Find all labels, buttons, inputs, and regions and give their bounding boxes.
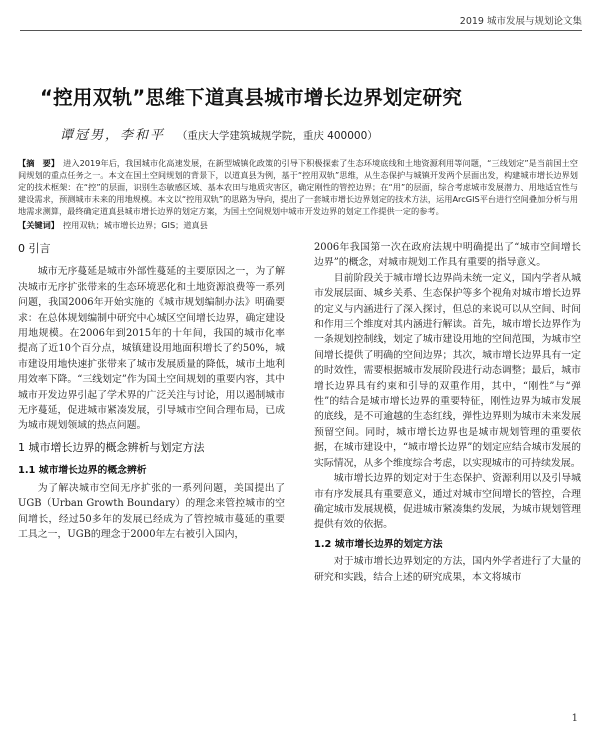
right-column	[314, 240, 581, 720]
intro-heading: 0 引言	[18, 242, 51, 255]
running-title: 2019 城市发展与规划论文集	[459, 16, 582, 27]
continued-paragraph: 2006年我国第一次在政府法规中明确提出了“城市空间增长边界”的概念，对城市规划工作具有重要的指导意义。	[314, 242, 581, 269]
abstract-text: 进入2019年后，我国城市化高速发展，在新型城镇化政策的引导下积极探索了生态环境底线和土地资源利用等问题，“三线划定”是当前国土空间规划的重点任务之一。本文在国土空间规划的背景下，以道真县为例，基于“控用双轨”思维，从生态保护与城镇开发两个层面出发，构建城市增长边界划定的技术框架：在“控”的层面，识别生态敏感区域、基本农田与地质灾害区，确定刚性的管控边界；在“用”的层面，综合考虑城市发展潜力、用地适宜性与建设需求，预测城市未来的用地规模。本文以“控用双轨”的思路为导向，提出了一套城市增长边界划定的技术方法，运用ArcGIS平台进行空间叠加分析与用地需求测算，最终确定道真县城市增长边界的划定方案，为国土空间规划中城市开发边界的划定工作提供一定的参考。	[18, 158, 578, 216]
keywords	[18, 220, 578, 232]
abstract	[18, 158, 578, 218]
keywords-text: 控用双轨；城市增长边界；GIS；道真县	[62, 219, 208, 230]
page-number: 1	[571, 713, 578, 724]
author-names: 谭冠男，李和平	[60, 128, 166, 143]
abstract-block	[18, 158, 578, 231]
section-1-2-paragraph: 对于城市增长边界划定的方法，国内外学者进行了大量的研究和实践，结合上述的研究成果，本文将城市	[314, 556, 581, 583]
definition-paragraph: 目前阶段关于城市增长边界尚未统一定义，国内学者从城市发展层面、城乡关系、生态保护等多个视角对城市增长边界的定义与内涵进行了深入探讨，但总的来说可以从空间、时间和作用三个维度对其内涵进行解读。首先，城市增长边界作为一条规划控制线，划定了城市建设用地的空间范围，为城市空间增长提供了明确的空间边界；其次，城市增长边界具有一定的时效性，需要根据城市发展阶段进行动态调整；最后，城市增长边界具有约束和引导的双重作用，其中，“刚性”与“弹性”的结合是城市增长边界的重要特征，刚性边界为城市发展的底线，是不可逾越的生态红线，弹性边界则为城市未来发展预留空间。同时，城市增长边界也是城市规划管理的重要依据，在城市建设中，“城市增长边界”的划定应结合城市发展的实际情况，从多个维度综合考虑，以实现城市的可持续发展。	[314, 272, 581, 469]
significance-paragraph: 城市增长边界的划定对于生态保护、资源利用以及引导城市有序发展具有重要意义，通过对城市空间增长的管控，合理确定城市发展规模，促进城市紧凑集约发展，为城市规划管理提供有效的依据。	[314, 473, 581, 531]
section-1-1-heading: 1.1 城市增长边界的概念辨析	[18, 465, 147, 477]
abstract-label: 【摘 要】	[18, 158, 60, 168]
author-line	[60, 124, 378, 143]
paper-title: “控用双轨”思维下道真县城市增长边界划定研究	[40, 86, 463, 109]
section-1-heading: 1 城市增长边界的概念辨析与划定方法	[18, 440, 205, 454]
section-1-2-heading: 1.2 城市增长边界的划定方法	[314, 538, 443, 550]
intro-paragraph: 城市无序蔓延是城市外部性蔓延的主要原因之一，为了解决城市无序扩张带来的生态环境恶化和土地资源浪费等一系列问题，我国2006年开始实施的《城市规划编制办法》明确要求：在总体规划编制中研究中心城区空间增长边界，确定建设用地规模。在2006年到2015年的十年间，我国的城市化率提高了近10个百分点，城镇建设用地面积增长了约50%，城市建设用地快速扩张带来了城市发展质量的降低，城市土地利用效率下降。“三线划定”作为国土空间规划的重要内容，其中城市开发边界引起了学术界的广泛关注与讨论，用以遏制城市无序蔓延，促进城市紧凑发展，引导城市空间合理布局，已成为城市规划领域的热点问题。	[18, 266, 285, 432]
left-column	[18, 240, 285, 720]
section-1-1-paragraph: 为了解决城市空间无序扩张的一系列问题，美国提出了UGB（Urban Growth Boundary）的理念来管控城市的空间增长，经过50多年的发展已经成为了管控城市蔓延的重要工具之一，UGB的理念于2000年左右被引入国内，	[18, 482, 285, 540]
keywords-label: 【关键词】	[18, 219, 59, 230]
running-header	[20, 12, 582, 31]
author-affiliation: （重庆大学建筑城规学院，重庆 400000）	[176, 130, 378, 142]
